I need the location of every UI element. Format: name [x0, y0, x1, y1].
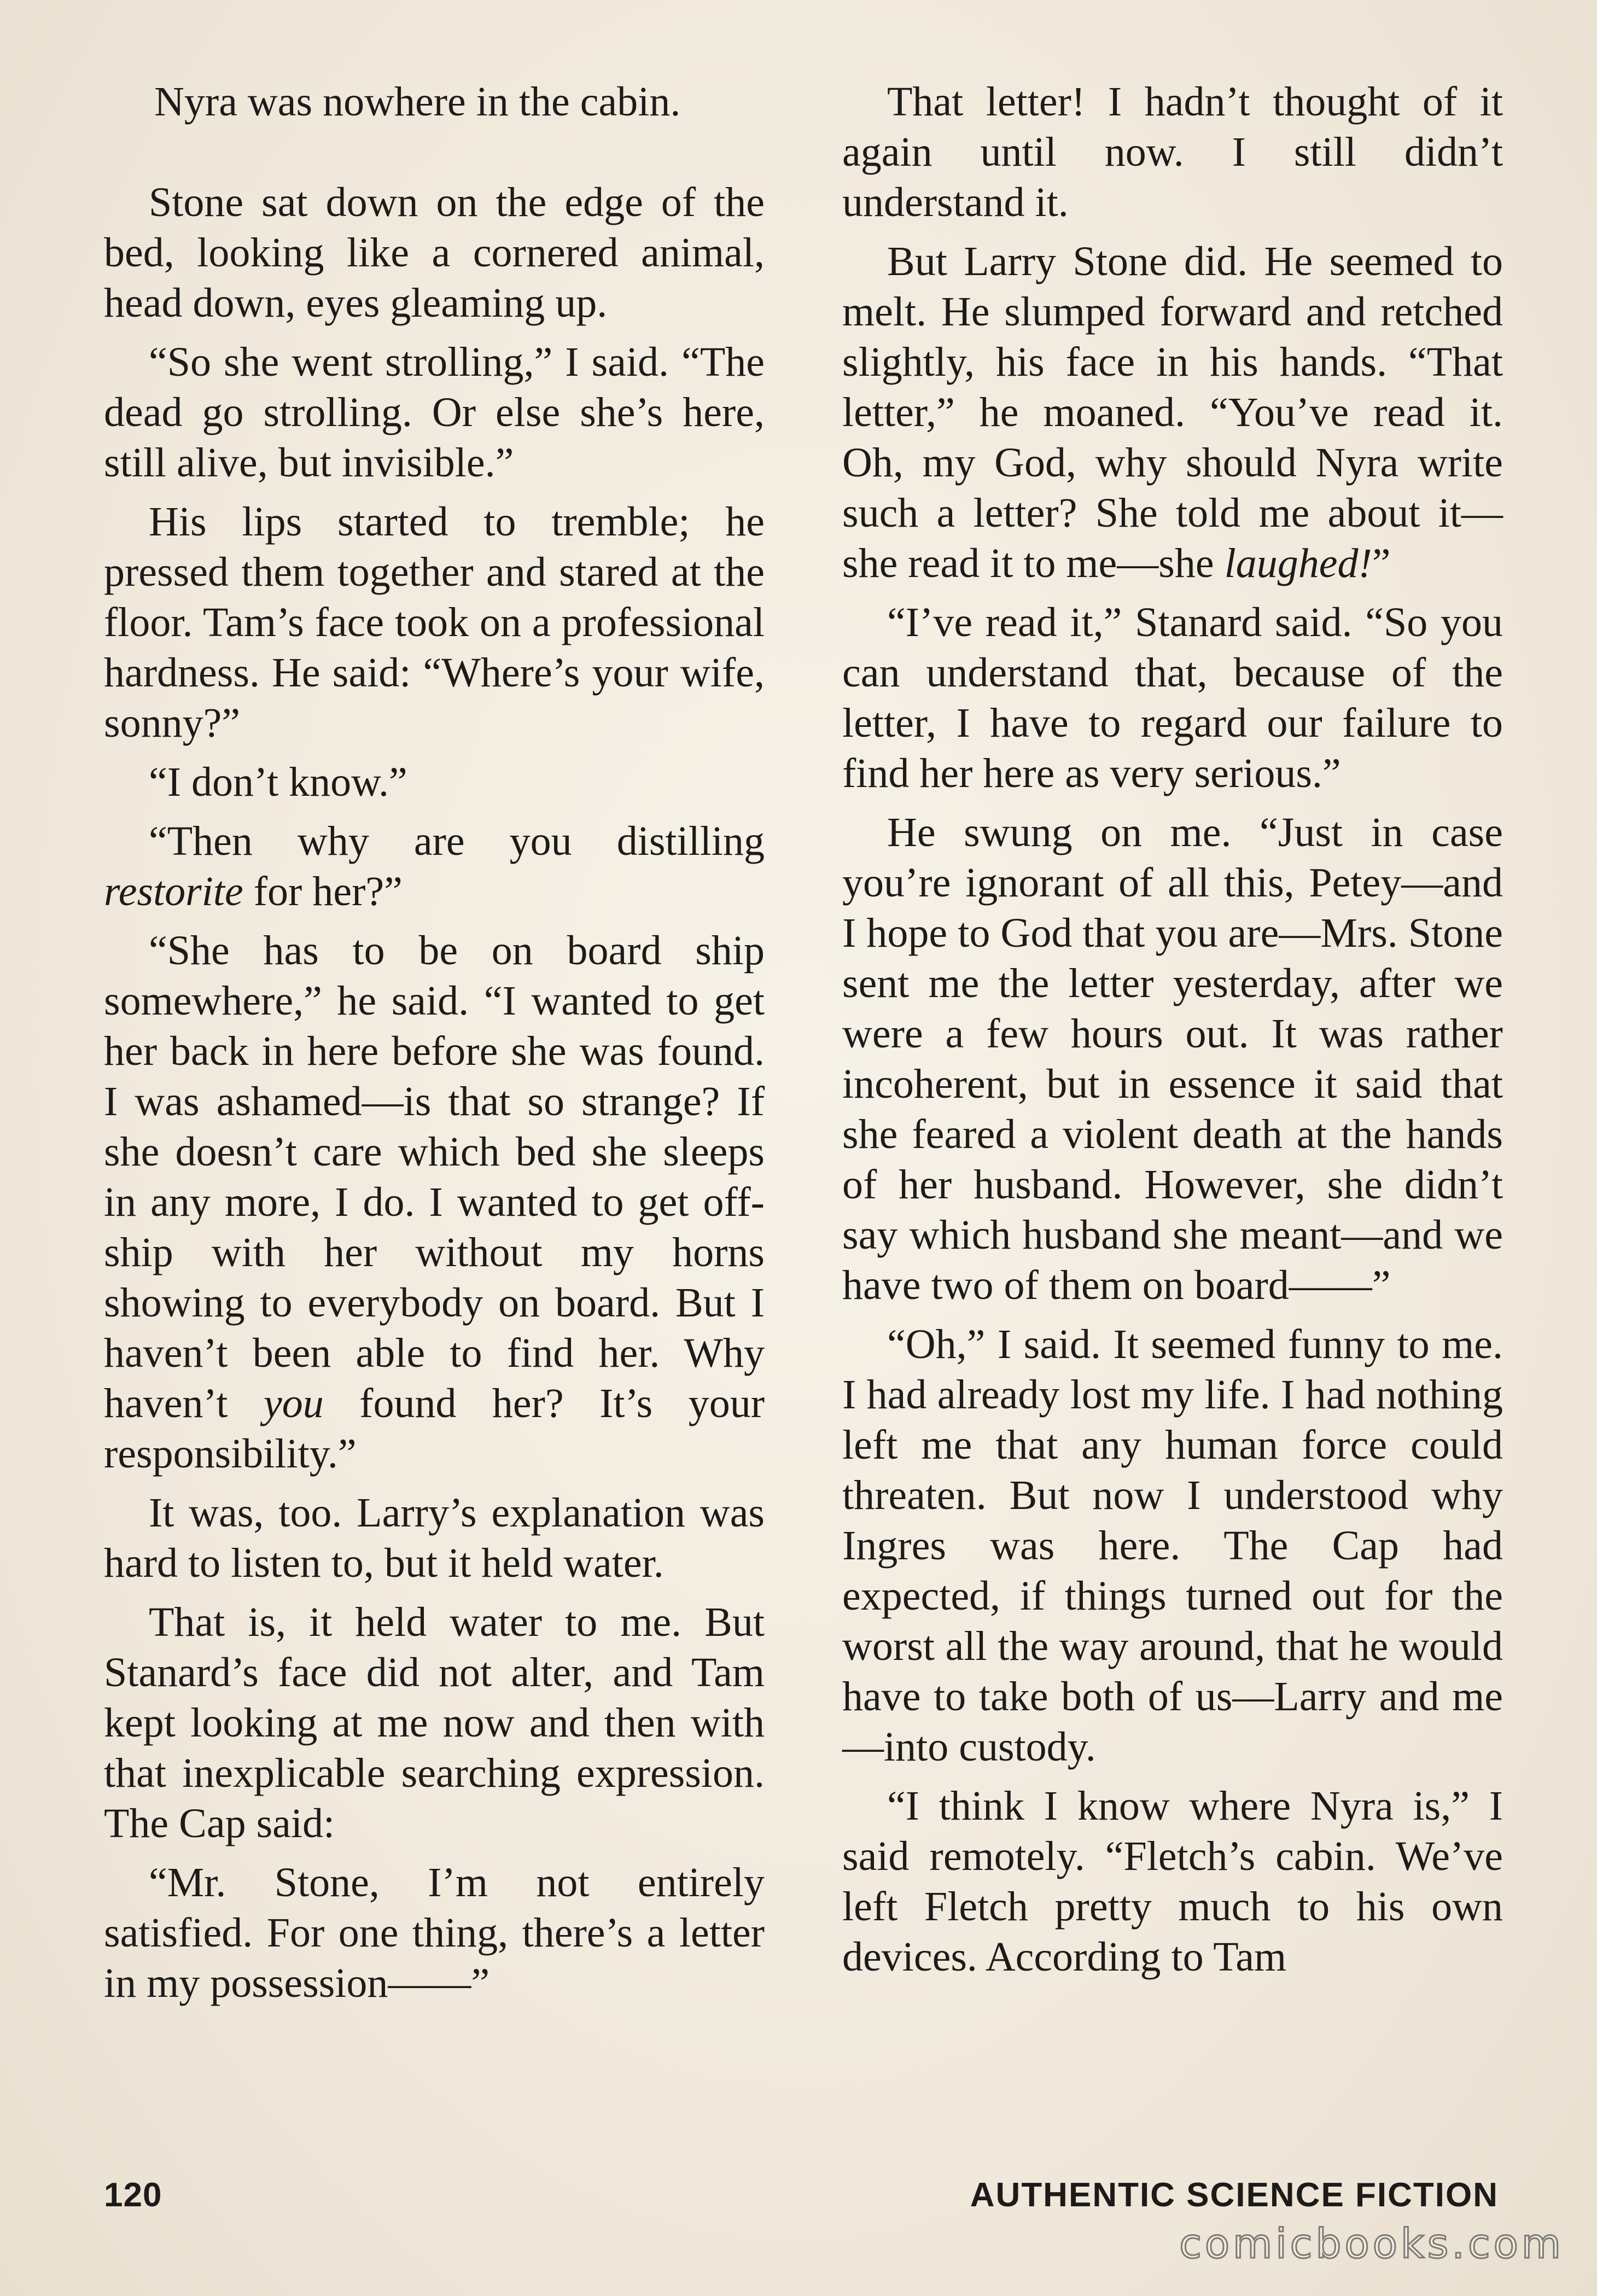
paragraph: It was, too. Larry’s explanation was hard to listen to, but it held water.	[104, 1490, 765, 1586]
text-run: “Then why are you distilling	[149, 818, 765, 864]
italic-text: laughed!	[1224, 540, 1372, 586]
paragraph: Nyra was nowhere in the cabin.	[154, 79, 681, 125]
paragraph	[842, 236, 1503, 588]
paragraph: He swung on me. “Just in case you’re ignorant of all this, Petey—and I hope to God that you are—Mrs. Stone sent me the letter yesterday, after we were a few hours out. It was rather incoherent, but in essence it said that she feared a violent death at the hands of her husband. However, she didn’t say which husband she meant—and we have two of them on board——”	[842, 809, 1503, 1308]
paragraph: “Oh,” I said. It seemed funny to me. I had already lost my life. I had nothing left me that any human force could threaten. But now I understood why Ingres was here. The Cap had expected, if things turned out for the worst all the way around, that he would have to take both of us—Larry and me—into custody.	[842, 1321, 1503, 1770]
text-run: ”	[1372, 540, 1391, 586]
left-text-column	[104, 77, 765, 2017]
italic-text: restorite	[104, 869, 243, 914]
paragraph: “I think I know where Nyra is,” I said remotely. “Fletch’s cabin. We’ve left Fletch pretty much to his own devices. According to Tam	[842, 1783, 1503, 1980]
text-run: “She has to be on board ship somewhere,” he said. “I wanted to get her back in here before she was found. I was ashamed—is that so strange? If she doesn’t care which bed she sleeps in any more, I do. I wanted to get off-ship with her without my horns showing to everybody on board. But I haven’t been able to find her. Why haven’t	[104, 928, 765, 1426]
running-footer-title: AUTHENTIC SCIENCE FICTION	[970, 2176, 1499, 2214]
paragraph: “I don’t know.”	[149, 759, 407, 805]
text-run: But Larry Stone did. He seemed to melt. He slumped forward and retched slightly, his face in his hands. “That letter,” he moaned. “You’ve read it. Oh, my God, why should Nyra write such a letter? She told me about it—she read it to me—she	[842, 238, 1503, 586]
text-run: found her? It’s your responsibility.”	[104, 1380, 765, 1477]
paragraph: His lips started to tremble; he pressed them together and stared at the floor. Tam’s face took on a professional hardness. He said: “Where’s your wife, sonny?”	[104, 499, 765, 746]
paragraph: That is, it held water to me. But Stanard’s face did not alter, and Tam kept looking at me now and then with that inexplicable searching expression. The Cap said:	[104, 1599, 765, 1846]
paragraph: That letter! I hadn’t thought of it again until now. I still didn’t understand it.	[842, 79, 1503, 225]
paragraph: “So she went strolling,” I said. “The dead go strolling. Or else she’s here, still alive, but invisible.”	[104, 339, 765, 486]
page-number: 120	[104, 2176, 162, 2214]
italic-text: you	[263, 1380, 324, 1426]
text-run: for her?”	[243, 869, 403, 914]
paragraph	[104, 925, 765, 1479]
right-text-column	[842, 77, 1503, 1991]
paragraph: “I’ve read it,” Stanard said. “So you can understand that, because of the letter, I have to regard our failure to find her here as very serious.”	[842, 599, 1503, 796]
paragraph	[104, 816, 765, 917]
watermark: comicbooks.com	[1179, 2221, 1564, 2268]
paragraph: “Mr. Stone, I’m not entirely satisfied. For one thing, there’s a letter in my possession——”	[104, 1860, 765, 2006]
paragraph: Stone sat down on the edge of the bed, looking like a cornered animal, head down, eyes gleaming up.	[104, 179, 765, 326]
